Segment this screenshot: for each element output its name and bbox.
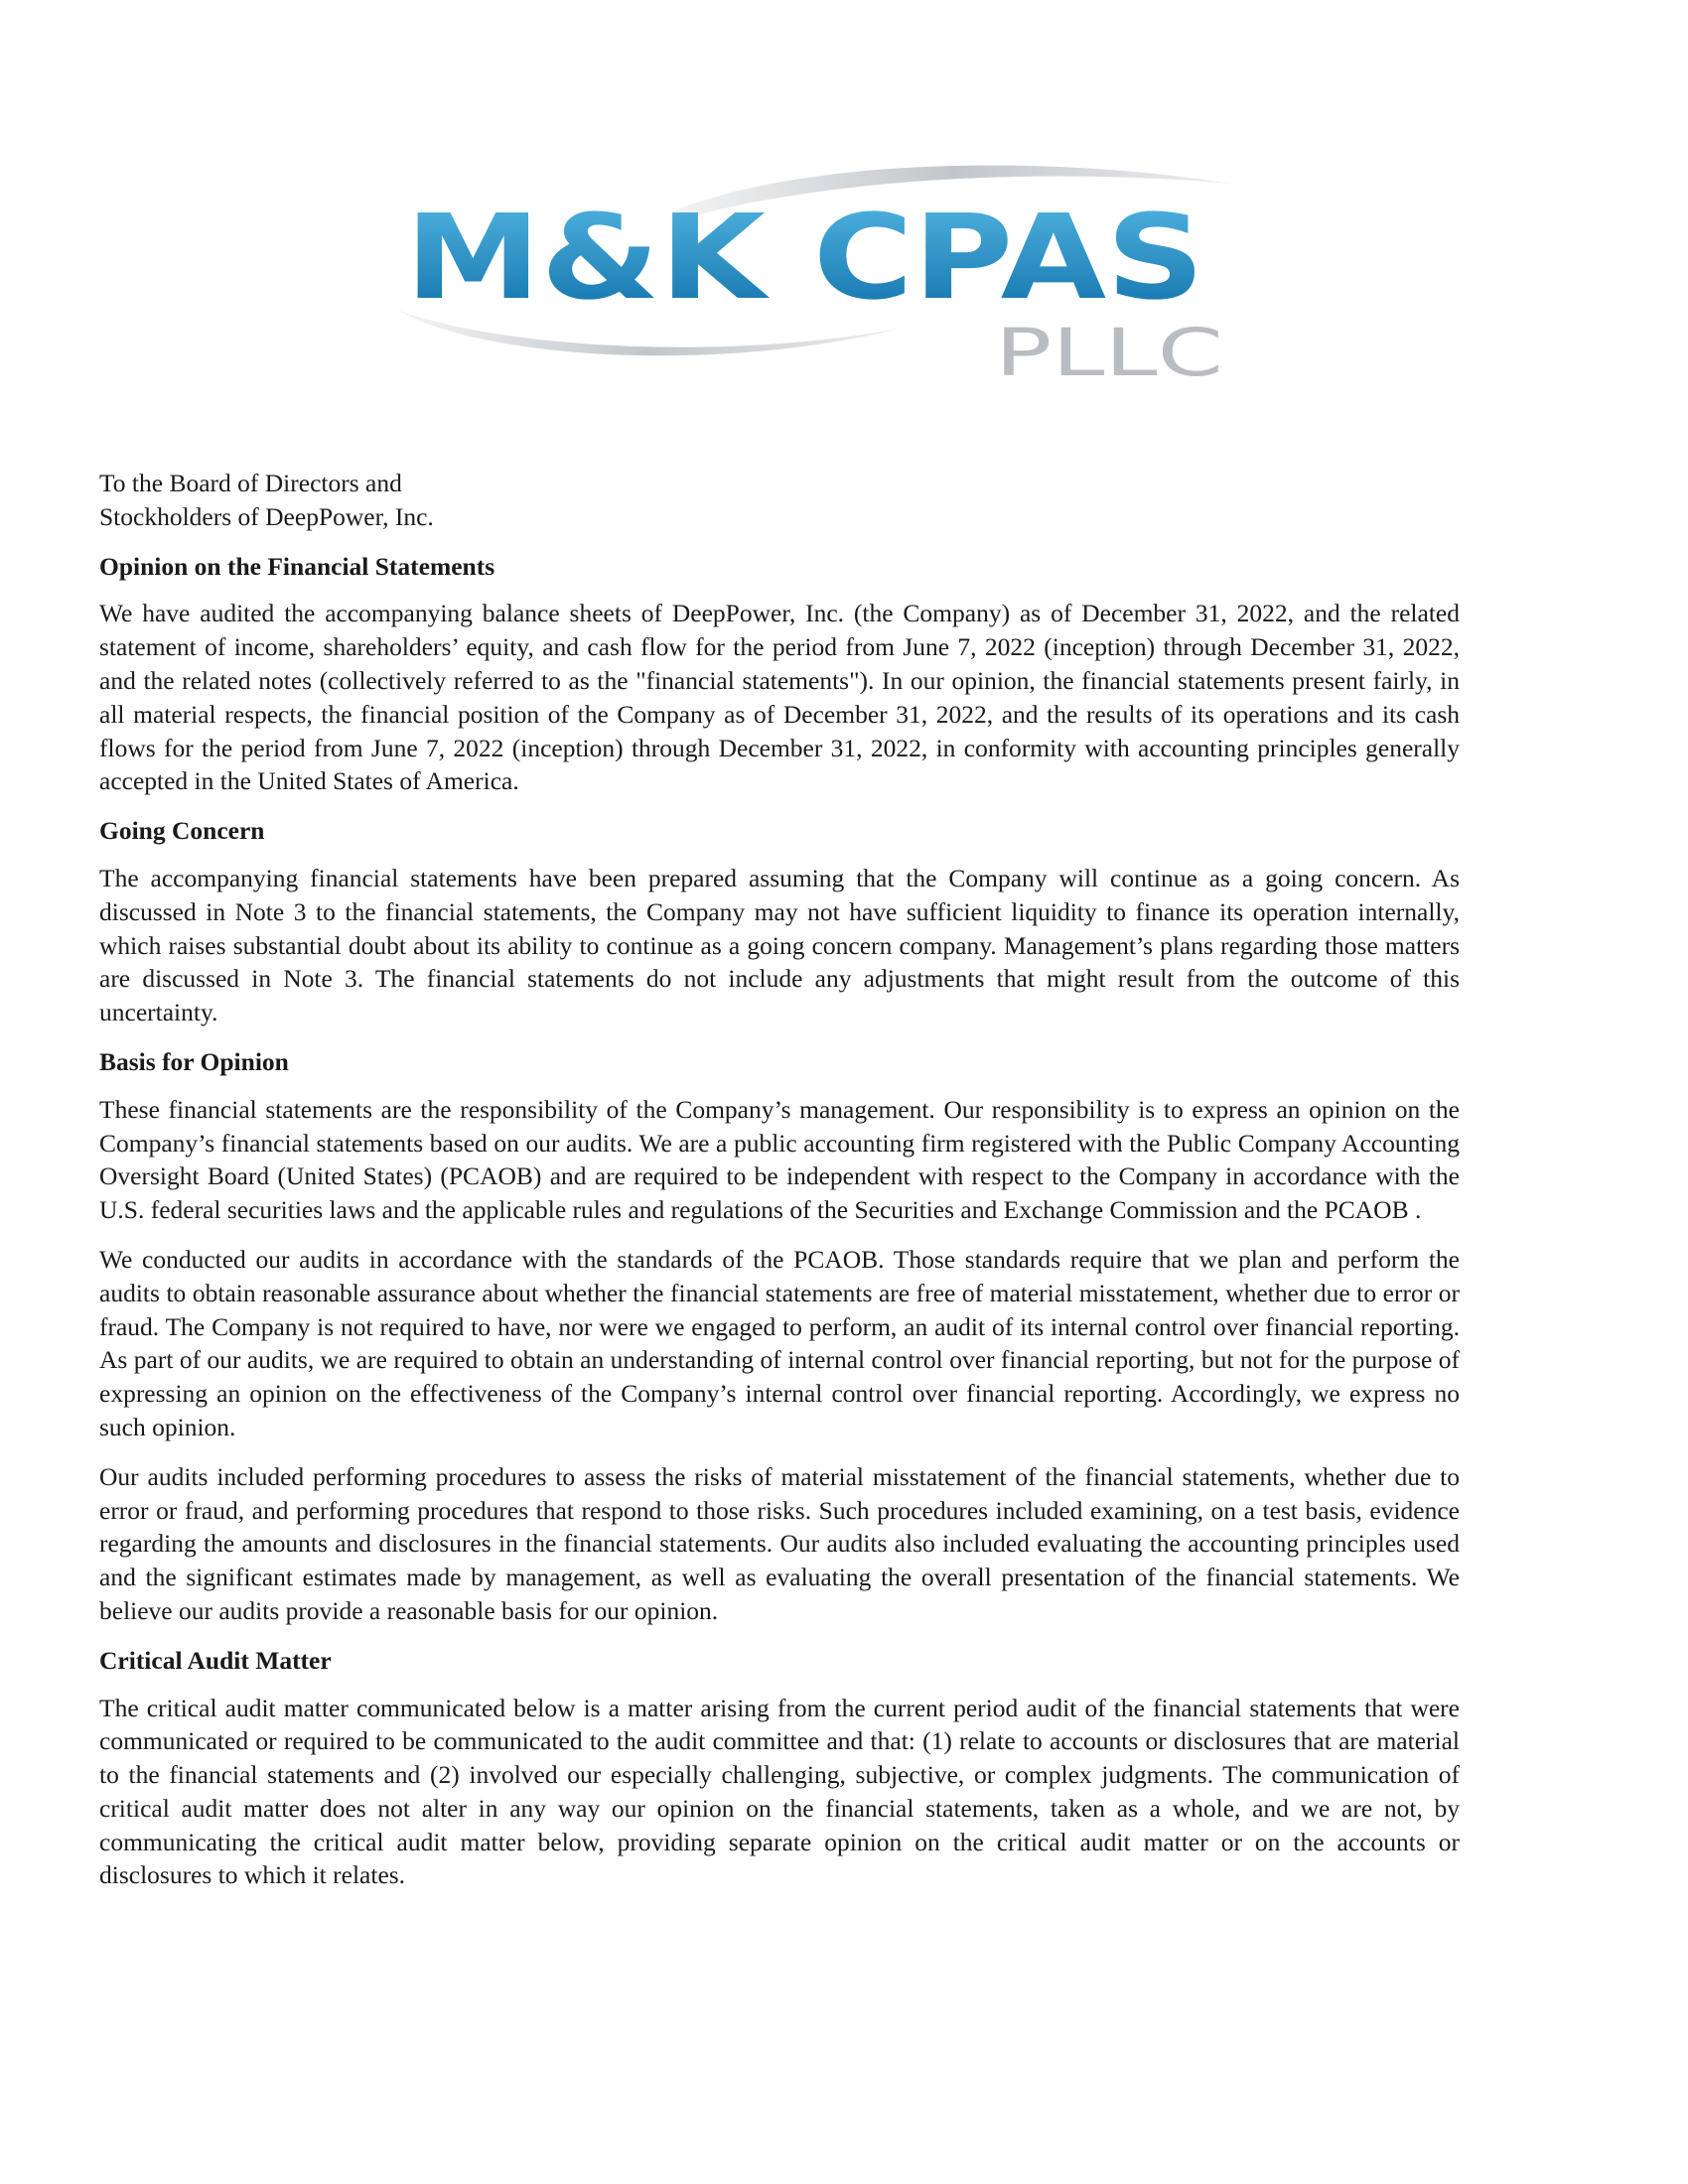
addressee-block [99,467,1460,534]
logo-main-text: M&K CPAS [405,189,1204,326]
opinion-paragraph: We have audited the accompanying balance sheets of DeepPower, Inc. (the Company) as of December 31, 2022, and the related statement of income, shareholders’ equity, and cash flow for the period from June 7, 2022 (inception) through December 31, 2022, and the related notes (collectively referred to as the "financial statements"). In our opinion, the financial statements present fairly, in all material respects, the financial position of the Company as of December 31, 2022, and the results of its operations and its cash flows for the period from June 7, 2022 (inception) through December 31, 2022, in conformity with accounting principles generally accepted in the United States of America. [99,599,1460,796]
heading-going-concern: Going Concern [99,816,265,846]
audit-letter [99,467,1460,1908]
addressee-line-1: To the Board of Directors and [99,469,402,497]
basis-paragraph-2: We conducted our audits in accordance with the standards of the PCAOB. Those standards require that we plan and perform the audits to obtain reasonable assurance about whether the financial statements are free of material misstatement, whether due to error or fraud. The Company is not required to have, nor were we engaged to perform, an audit of its internal control over financial reporting. As part of our audits, we are required to obtain an understanding of internal control over financial reporting, but not for the purpose of expressing an opinion on the effectiveness of the Company’s internal control over financial reporting. Accordingly, we express no such opinion. [99,1244,1460,1441]
critical-audit-paragraph: The critical audit matter communicated below is a matter arising from the current period audit of the financial statements that were communicated or required to be communicated to the audit committee and that: (1) relate to accounts or disclosures that are material to the financial statements and (2) involved our especially challenging, subjective, or complex judgments. The communication of critical audit matter does not alter in any way our opinion on the financial statements, taken as a whole, and we are not, by communicating the critical audit matter below, providing separate opinion on the critical audit matter or on the accounts or disclosures to which it relates. [99,1693,1460,1890]
logo-sub-text: PLLC [995,315,1223,387]
basis-paragraph-3: Our audits included performing procedures to assess the risks of material misstatement of the financial statements, whether due to error or fraud, and performing procedures that respond to those risks. Such procedures included examining, on a test basis, evidence regarding the amounts and disclosures in the financial statements. Our audits also included evaluating the accounting principles used and the significant estimates made by management, as well as evaluating the overall presentation of the financial statements. We believe our audits provide a reasonable basis for our opinion. [99,1461,1460,1625]
addressee-line-2: Stockholders of DeepPower, Inc. [99,501,434,531]
heading-basis-for-opinion: Basis for Opinion [99,1046,289,1076]
heading-critical-audit-matter: Critical Audit Matter [99,1645,332,1675]
going-concern-paragraph: The accompanying financial statements have been prepared assuming that the Company will continue as a going concern. As discussed in Note 3 to the financial statements, the Company may not have sufficient liquidity to finance its operation internally, which raises substantial doubt about its ability to continue as a going concern company. Management’s plans regarding those matters are discussed in Note 3. The financial statements do not include any adjustments that might result from the outcome of this uncertainty. [99,863,1460,1027]
company-logo [387,159,1241,387]
heading-opinion: Opinion on the Financial Statements [99,551,495,581]
logo-graphic [387,159,1241,387]
basis-paragraph-1: These financial statements are the responsibility of the Company’s management. Our responsibility is to express an opinion on the Company’s financial statements based on our audits. We are a public accounting firm registered with the Public Company Accounting Oversight Board (United States) (PCAOB) and are required to be independent with respect to the Company in accordance with the U.S. federal securities laws and the applicable rules and regulations of the Securities and Exchange Commission and the PCAOB . [99,1094,1460,1225]
